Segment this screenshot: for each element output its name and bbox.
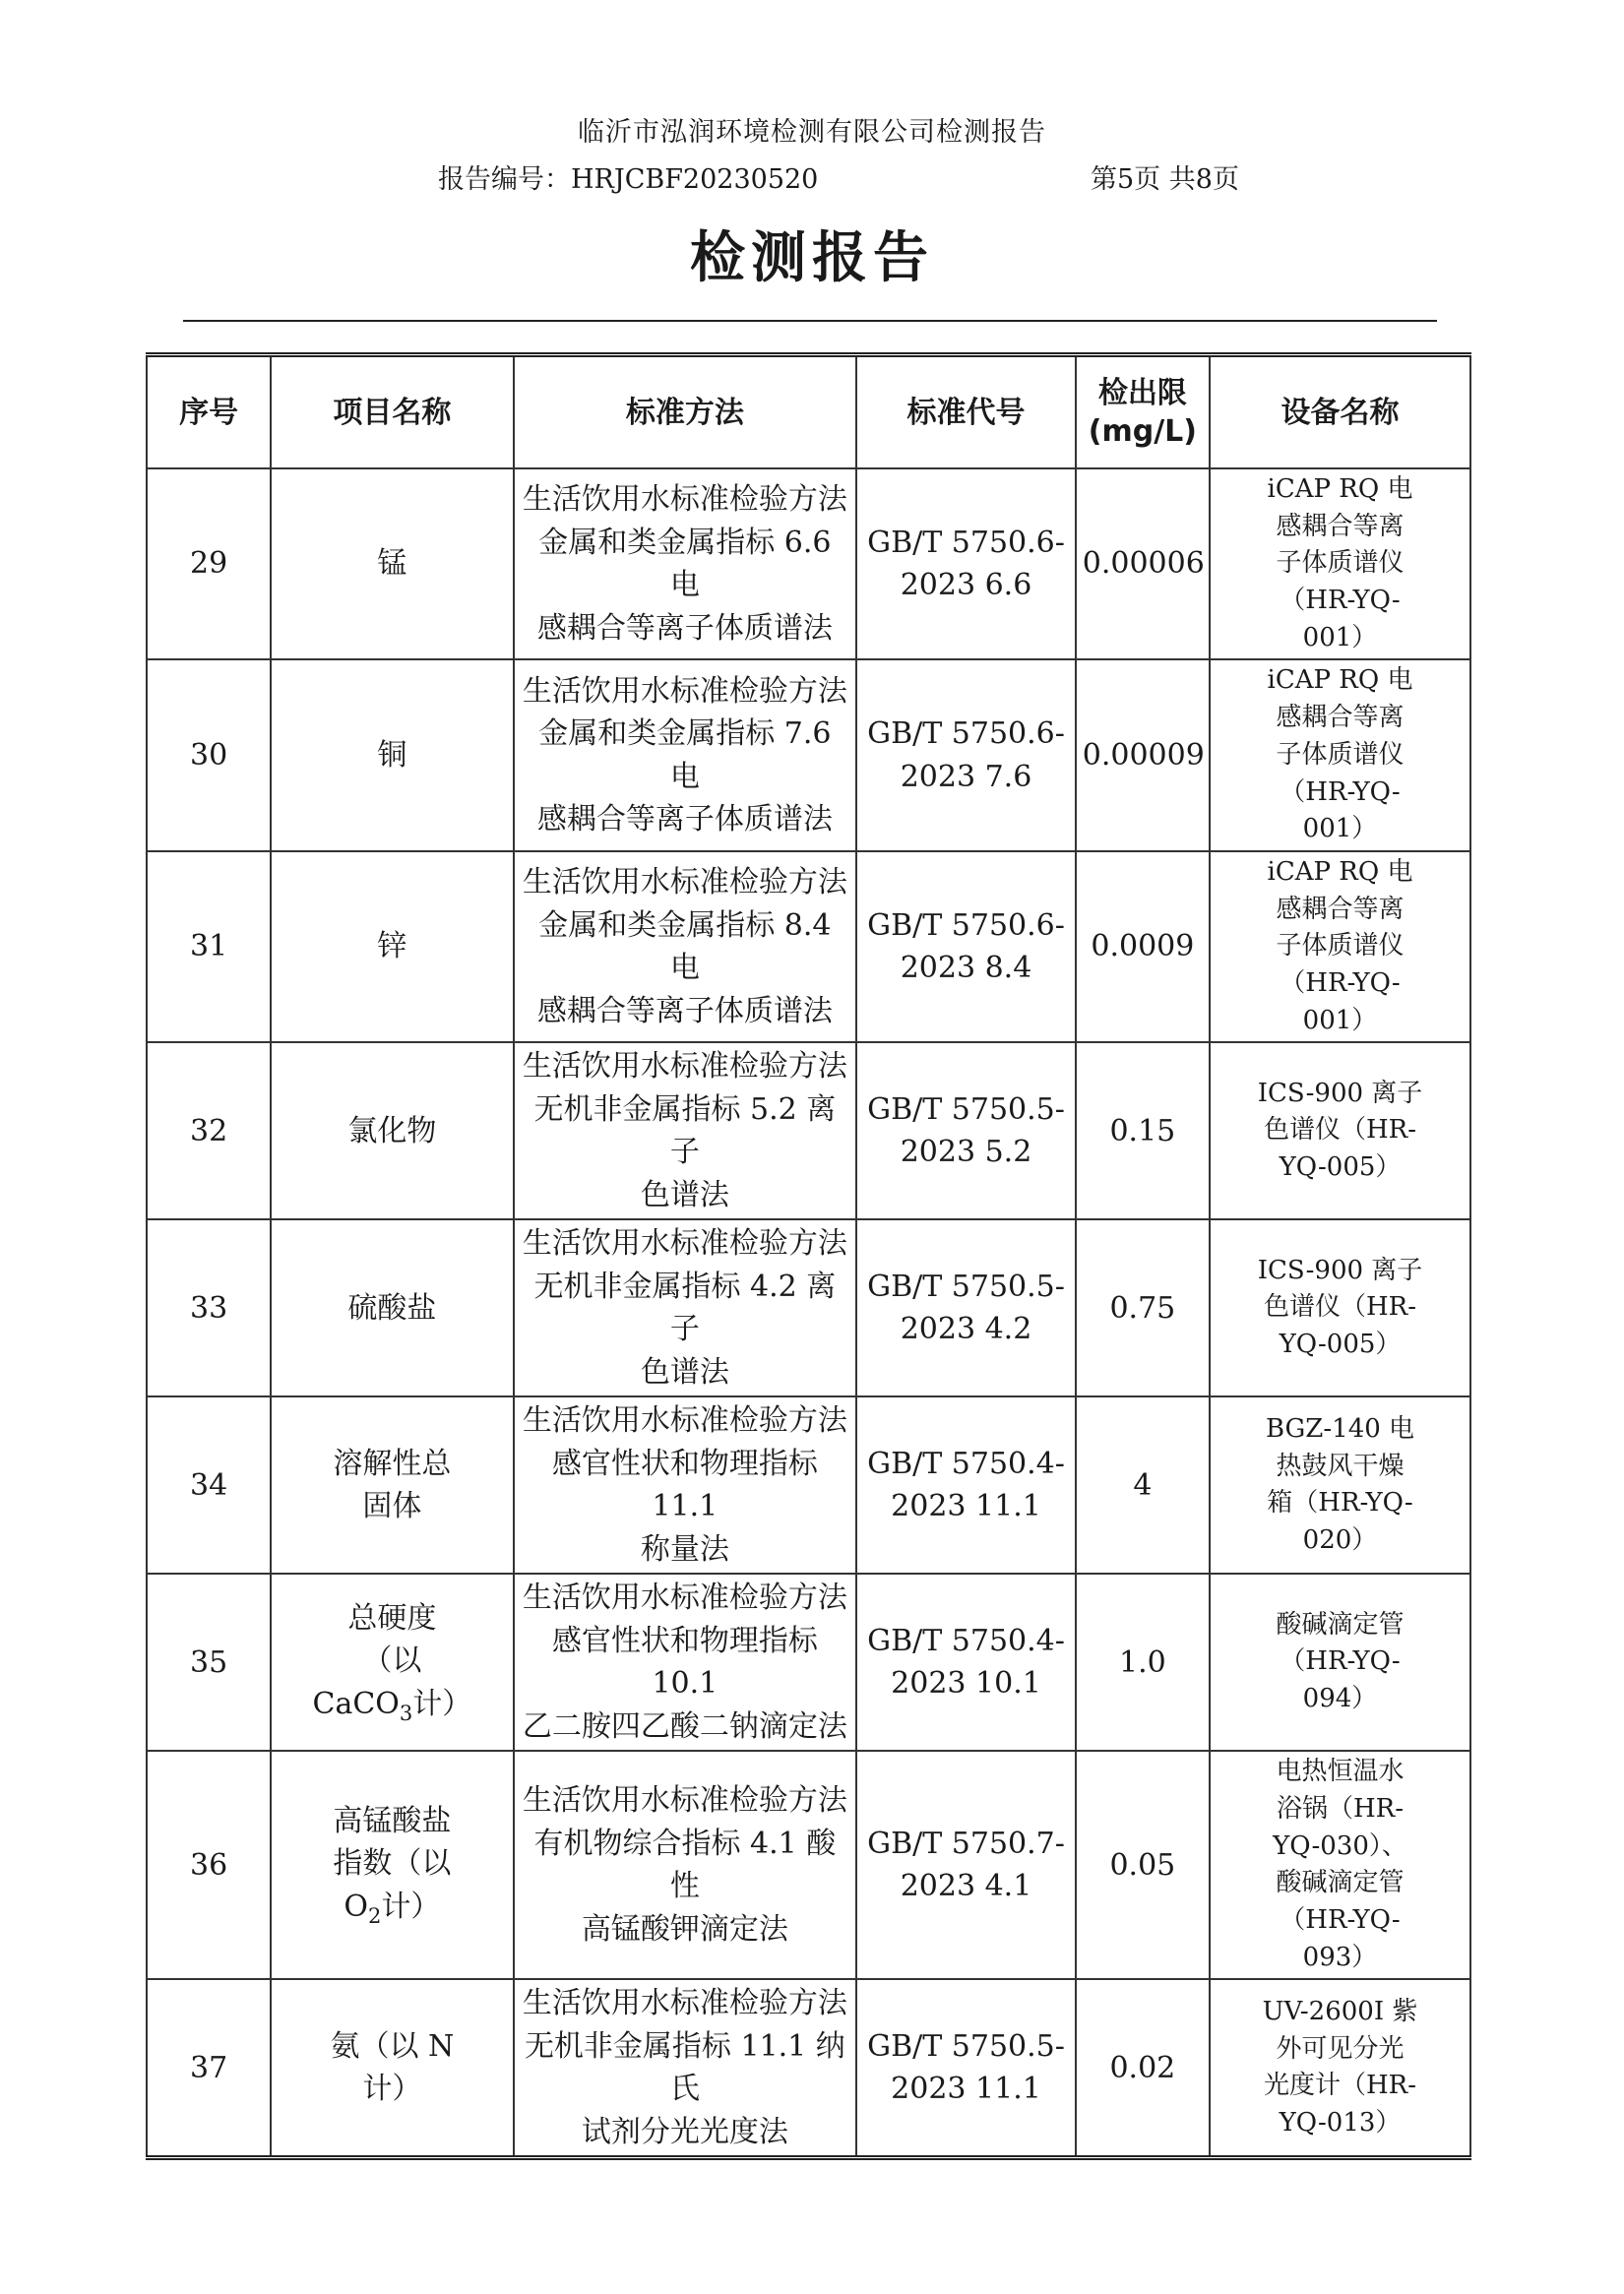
cell-code: GB/T 5750.4- 2023 10.1: [856, 1574, 1076, 1751]
col-header-equipment: 设备名称: [1210, 355, 1470, 469]
table-row: [147, 1042, 1470, 1219]
cell-no: 30: [147, 659, 271, 850]
table-row: [147, 659, 1470, 850]
cell-equipment: 酸碱滴定管 （HR-YQ- 094）: [1210, 1574, 1470, 1751]
cell-code: GB/T 5750.6- 2023 6.6: [856, 468, 1076, 659]
cell-limit: 0.00009: [1076, 659, 1210, 850]
col-header-item: 项目名称: [271, 355, 513, 469]
table-row: [147, 468, 1470, 659]
cell-limit: 4: [1076, 1396, 1210, 1574]
cell-limit: 0.05: [1076, 1751, 1210, 1979]
table-row: [147, 851, 1470, 1042]
page-indicator: 第5页 共8页: [1091, 164, 1239, 195]
cell-code: GB/T 5750.7- 2023 4.1: [856, 1751, 1076, 1979]
table-row: [147, 1574, 1470, 1751]
cell-limit: 0.75: [1076, 1219, 1210, 1396]
cell-no: 35: [147, 1574, 271, 1751]
cell-item: 高锰酸盐 指数（以 $O_2$计）: [271, 1751, 513, 1979]
cell-item: 硫酸盐: [271, 1219, 513, 1396]
cell-code: GB/T 5750.6- 2023 7.6: [856, 659, 1076, 850]
cell-method: 生活饮用水标准检验方法 无机非金属指标 11.1 纳氏 试剂分光光度法: [514, 1979, 857, 2158]
cell-equipment: ICS-900 离子 色谱仪（HR- YQ-005）: [1210, 1042, 1470, 1219]
company-report-header: 临沂市泓润环境检测有限公司检测报告: [578, 117, 1046, 148]
cell-item: 氯化物: [271, 1042, 513, 1219]
cell-item: 溶解性总 固体: [271, 1396, 513, 1574]
cell-code: GB/T 5750.5- 2023 5.2: [856, 1042, 1076, 1219]
title-divider: [183, 320, 1437, 322]
cell-item: 锌: [271, 851, 513, 1042]
table-header-row: [147, 355, 1470, 469]
col-header-limit-unit: (mg/L): [1088, 414, 1197, 449]
cell-no: 31: [147, 851, 271, 1042]
cell-method: 生活饮用水标准检验方法 感官性状和物理指标 11.1 称量法: [514, 1396, 857, 1574]
cell-code: GB/T 5750.6- 2023 8.4: [856, 851, 1076, 1042]
cell-item: 铜: [271, 659, 513, 850]
cell-no: 29: [147, 468, 271, 659]
cell-limit: 0.00006: [1076, 468, 1210, 659]
col-header-code: 标准代号: [856, 355, 1076, 469]
cell-limit: 1.0: [1076, 1574, 1210, 1751]
cell-code: GB/T 5750.5- 2023 4.2: [856, 1219, 1076, 1396]
table-row: [147, 1751, 1470, 1979]
cell-equipment: iCAP RQ 电 感耦合等离 子体质谱仪 （HR-YQ- 001）: [1210, 468, 1470, 659]
page-title: 检测报告: [690, 226, 934, 290]
cell-method: 生活饮用水标准检验方法 无机非金属指标 4.2 离子 色谱法: [514, 1219, 857, 1396]
cell-item: 总硬度 （以 CaCO$_3$计）: [271, 1574, 513, 1751]
col-header-no: 序号: [147, 355, 271, 469]
cell-equipment: UV-2600I 紫 外可见分光 光度计（HR- YQ-013）: [1210, 1979, 1470, 2158]
col-header-limit-label: 检出限: [1097, 376, 1187, 410]
cell-item: 氨（以 N 计）: [271, 1979, 513, 2158]
cell-no: 32: [147, 1042, 271, 1219]
cell-no: 37: [147, 1979, 271, 2158]
cell-code: GB/T 5750.5- 2023 11.1: [856, 1979, 1076, 2158]
cell-limit: 0.0009: [1076, 851, 1210, 1042]
cell-method: 生活饮用水标准检验方法 金属和类金属指标 7.6 电 感耦合等离子体质谱法: [514, 659, 857, 850]
cell-method: 生活饮用水标准检验方法 有机物综合指标 4.1 酸性 高锰酸钾滴定法: [514, 1751, 857, 1979]
table-row: [147, 1396, 1470, 1574]
cell-no: 36: [147, 1751, 271, 1979]
cell-equipment: iCAP RQ 电 感耦合等离 子体质谱仪 （HR-YQ- 001）: [1210, 659, 1470, 850]
cell-method: 生活饮用水标准检验方法 金属和类金属指标 8.4 电 感耦合等离子体质谱法: [514, 851, 857, 1042]
cell-limit: 0.15: [1076, 1042, 1210, 1219]
cell-no: 34: [147, 1396, 271, 1574]
cell-method: 生活饮用水标准检验方法 金属和类金属指标 6.6 电 感耦合等离子体质谱法: [514, 468, 857, 659]
report-number: 报告编号：HRJCBF20230520: [438, 164, 819, 195]
cell-equipment: BGZ-140 电 热鼓风干燥 箱（HR-YQ- 020）: [1210, 1396, 1470, 1574]
cell-method: 生活饮用水标准检验方法 感官性状和物理指标 10.1 乙二胺四乙酸二钠滴定法: [514, 1574, 857, 1751]
table-row: [147, 1979, 1470, 2158]
results-table: [146, 352, 1471, 2160]
cell-limit: 0.02: [1076, 1979, 1210, 2158]
col-header-method: 标准方法: [514, 355, 857, 469]
cell-equipment: 电热恒温水 浴锅（HR- YQ-030）、 酸碱滴定管 （HR-YQ- 093）: [1210, 1751, 1470, 1979]
cell-equipment: ICS-900 离子 色谱仪（HR- YQ-005）: [1210, 1219, 1470, 1396]
table-row: [147, 1219, 1470, 1396]
col-header-limit: [1076, 355, 1210, 469]
cell-equipment: iCAP RQ 电 感耦合等离 子体质谱仪 （HR-YQ- 001）: [1210, 851, 1470, 1042]
cell-method: 生活饮用水标准检验方法 无机非金属指标 5.2 离子 色谱法: [514, 1042, 857, 1219]
cell-code: GB/T 5750.4- 2023 11.1: [856, 1396, 1076, 1574]
cell-item: 锰: [271, 468, 513, 659]
cell-no: 33: [147, 1219, 271, 1396]
